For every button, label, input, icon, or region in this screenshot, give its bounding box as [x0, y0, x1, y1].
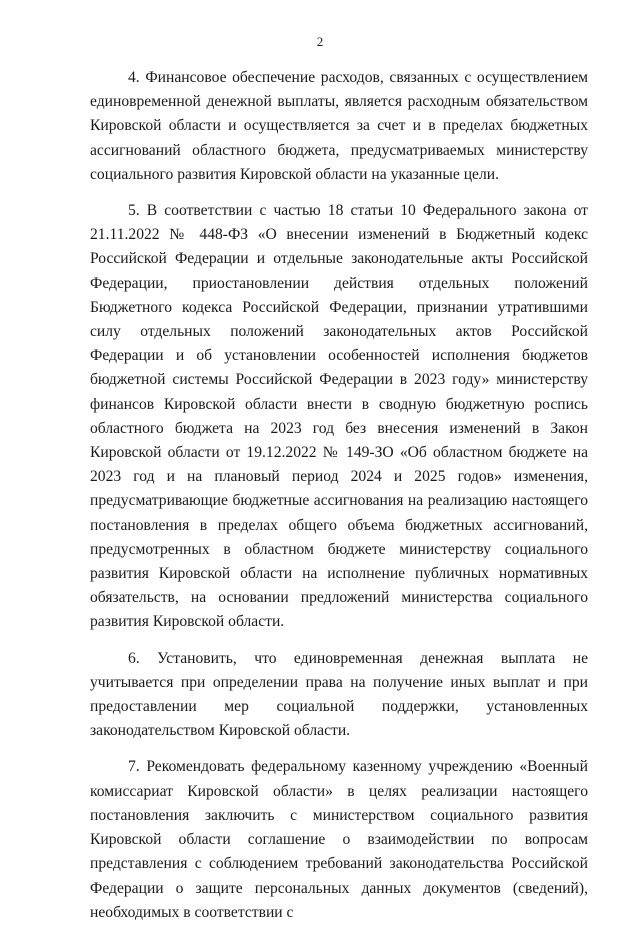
- paragraph-6: 6. Установить, что единовременная денежная выплата не учитывается при определении права на получение иных выплат и при предоставлении мер социальной поддержки, установленных законодательством Кировской области.: [90, 649, 588, 740]
- document-body: [90, 66, 588, 925]
- page-number: 2: [316, 34, 324, 49]
- paragraph-4: 4. Финансовое обеспечение расходов, связанных с осуществлением единовременной денежной выплаты, является расходным обязательством Кировской области и осуществляется за счет и в пределах бюджетных ассигнований областного бюджета, предусматриваемых министерству социального развития Кировской области на указанные цели.: [90, 69, 588, 183]
- paragraph-7: 7. Рекомендовать федеральному казенному учреждению «Военный комиссариат Кировской области» в целях реализации настоящего постановления заключить с министерством социального развития Кировской области соглашение о взаимодействии по вопросам представления с соблюдением требований законодательства Российской Федерации о защите персональных данных документов (сведений), необходимых в соответствии с: [90, 758, 588, 921]
- paragraph-5: 5. В соответствии с частью 18 статьи 10 Федерального закона от 21.11.2022 № 448-ФЗ «О внесении изменений в Бюджетный кодекс Российской Федерации и отдельные законодательные акты Российской Федерации, приостановлении действия отдельных положений Бюджетного кодекса Российской Федерации, признании утратившими силу отдельных положений законодательных актов Российской Федерации и об установлении особенностей исполнения бюджетов бюджетной системы Российской Федерации в 2023 году» министерству финансов Кировской области внести в сводную бюджетную роспись областного бюджета на 2023 год без внесения изменений в Закон Кировской области от 19.12.2022 № 149-ЗО «Об областном бюджете на 2023 год и на плановый период 2024 и 2025 годов» изменения, предусматривающие бюджетные ассигнования на реализацию настоящего постановления в пределах общего объема бюджетных ассигнований, предусмотренных в областном бюджете министерству социального развития Кировской области на исполнение публичных нормативных обязательств, на основании предложений министерства социального развития Кировской области.: [90, 202, 588, 631]
